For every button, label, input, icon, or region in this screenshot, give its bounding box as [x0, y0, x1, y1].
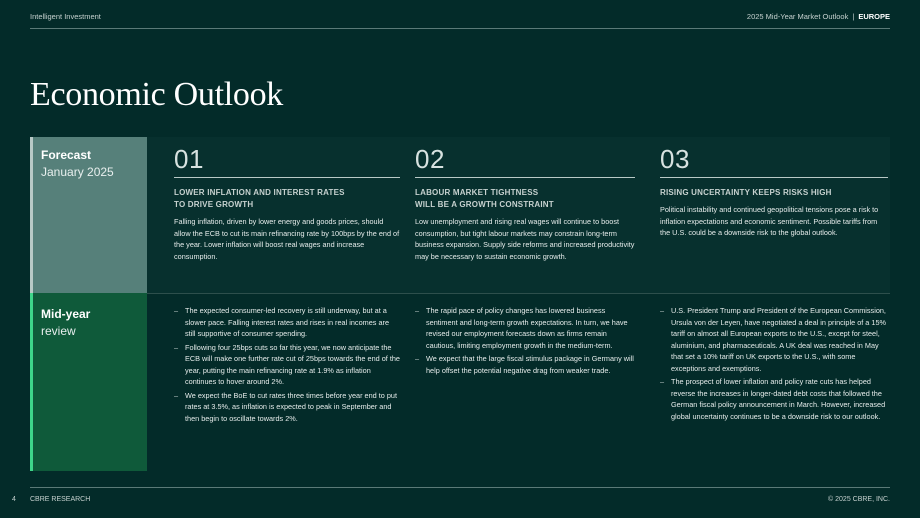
forecast-number-02: 02 — [415, 144, 635, 178]
header-left-label: Intelligent Investment — [30, 12, 101, 21]
footer-brand: CBRE RESEARCH — [30, 496, 91, 503]
forecast-text-01: Falling inflation, driven by lower energy and goods prices, should allow the ECB to cut its main refinancing rate by 100bps by the end of the year. Lower inflation will boost real wages and increase consumption. — [174, 217, 400, 261]
forecast-number-01: 01 — [174, 144, 400, 178]
review-bullet: – We expect that the large fiscal stimulus package in Germany will help offset the potential negative drag from weaker trade. — [415, 353, 635, 376]
forecast-heading-01-line2: TO DRIVE GROWTH — [174, 199, 254, 209]
forecast-heading-02-line2: WILL BE A GROWTH CONSTRAINT — [415, 199, 554, 209]
forecast-sublabel: January 2025 — [41, 165, 114, 179]
review-bullet: – The rapid pace of policy changes has lowered business sentiment and long-term growth expectations. In turn, we have revised our employment forecasts down as firms remain cautious, limiting employment growth in the medium-term. — [415, 305, 635, 351]
review-sublabel: review — [41, 324, 76, 338]
forecast-text-03: Political instability and continued geopolitical tensions pose a risk to inflation expectations and economic sentiment. Possible tariffs from the U.S. could be a downside risk to the global outlook. — [660, 205, 879, 237]
footer-copyright: © 2025 CBRE, INC. — [828, 496, 890, 503]
forecast-heading-02 — [415, 187, 635, 210]
forecast-label-box — [30, 137, 147, 293]
page-title: Economic Outlook — [30, 76, 283, 113]
forecast-heading-01 — [174, 187, 400, 210]
forecast-heading-01-line1: LOWER INFLATION AND INTEREST RATES — [174, 188, 345, 197]
header-region: EUROPE — [858, 12, 890, 21]
page-number: 4 — [12, 496, 16, 503]
review-label: Mid-year — [41, 307, 91, 321]
forecast-text-02: Low unemployment and rising real wages will continue to boost consumption, but tight labour markets may constrain long-term business expansion. Supply side reforms and increased productivity may be necessary to sustain economic growth. — [415, 217, 635, 261]
forecast-label: Forecast — [41, 148, 92, 162]
review-list-01 — [174, 305, 400, 426]
header-divider — [30, 28, 890, 29]
header-right — [747, 12, 890, 21]
review-bullet: – The prospect of lower inflation and policy rate cuts has helped reverse the increases in longer-dated debt costs that followed the German fiscal policy announcement in March. However, increased global uncertainty continues to be a downside risk to our outlook. — [660, 376, 888, 422]
review-list-02 — [415, 305, 635, 378]
review-label-box — [30, 293, 147, 471]
review-bullet: – Following four 25bps cuts so far this year, we now anticipate the ECB will make one further rate cut of 25bps towards the end of the year, putting the main refinancing rate at 1.9% as inflation continues to hover around 2%. — [174, 342, 400, 388]
review-bullet: – The expected consumer-led recovery is still underway, but at a slower pace. Falling interest rates and rises in real incomes are still supportive of consumer spending. — [174, 305, 400, 340]
forecast-heading-03-line1: RISING UNCERTAINTY KEEPS RISKS HIGH — [660, 188, 832, 197]
forecast-heading-02-line1: LABOUR MARKET TIGHTNESS — [415, 188, 539, 197]
review-list-03 — [660, 305, 888, 424]
header-separator: | — [852, 12, 855, 21]
forecast-number-03: 03 — [660, 144, 888, 178]
header-report-title: 2025 Mid-Year Market Outlook — [746, 12, 849, 21]
review-bullet: – U.S. President Trump and President of the European Commission, Ursula von der Leyen, have negotiated a deal in principle of a 15% tariff on almost all European exports to the U.S., except for steel, aluminium, and pharmaceuticals. A UK deal was reached in May that set a 10% tariff on UK exports to the U.S., with some exceptions and exemptions. — [660, 305, 888, 374]
footer-divider — [30, 487, 890, 488]
review-bullet: – We expect the BoE to cut rates three times before year end to put rates at 3.5%, as inflation is expected to peak in September and then begin to oscillate towards 2%. — [174, 390, 400, 425]
forecast-heading-03 — [660, 187, 888, 199]
